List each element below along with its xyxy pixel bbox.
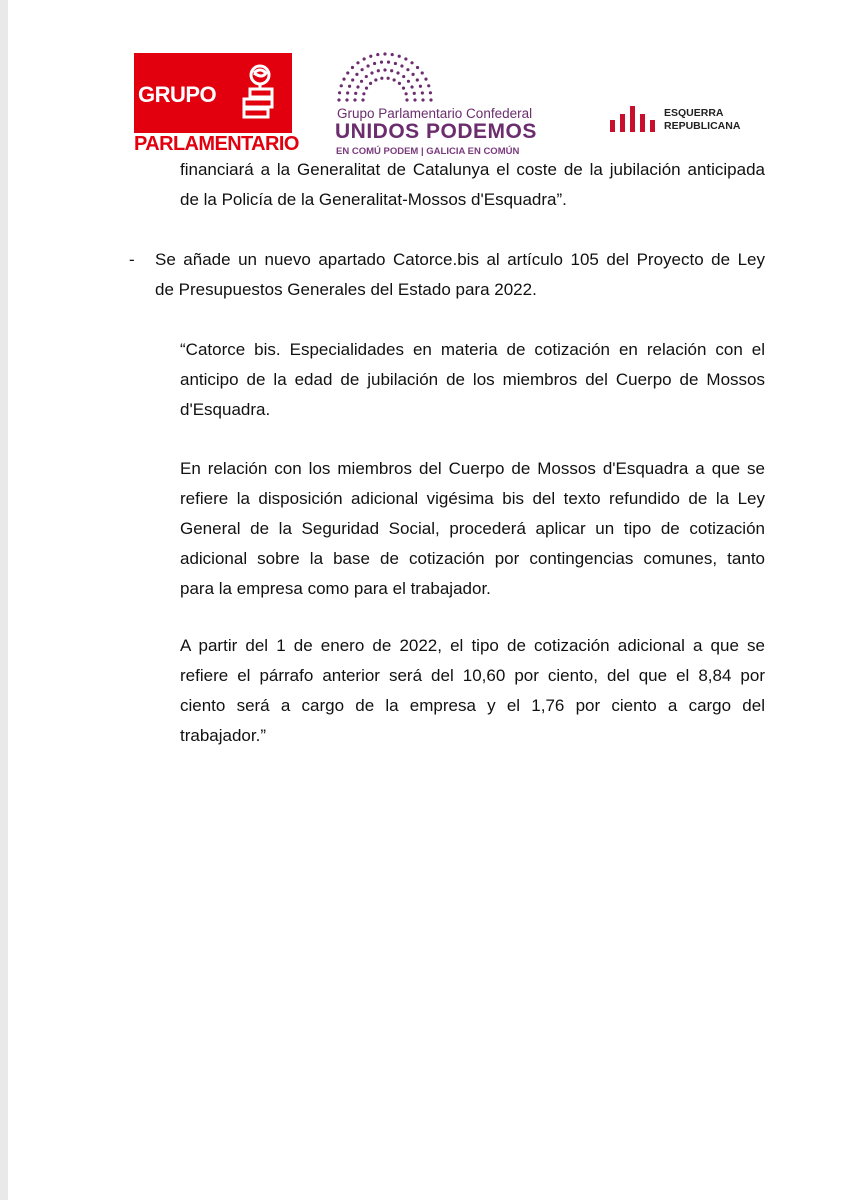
arc-dot [348, 85, 351, 88]
para1-line-2: anticipo de la edad de jubilación de los miembros del Cuerpo de Mossos [180, 370, 765, 389]
arc-dot [356, 85, 359, 88]
arc-dot [387, 77, 390, 80]
bullet-line-1: Se añade un nuevo apartado Catorce.bis al artículo 105 del Proyecto de Ley [155, 250, 765, 269]
arc-dot [383, 52, 386, 55]
para2-line-3: General de la Seguridad Social, procederá aplicar un tipo de cotización [180, 519, 765, 538]
arc-dot [416, 66, 419, 69]
arc-dot [421, 71, 424, 74]
erc-logo-line1: ESQUERRA [664, 107, 724, 119]
para3-line-3: ciento será a cargo de la empresa y el 1,76 por ciento a cargo del [180, 696, 765, 715]
document-page [8, 0, 857, 1200]
arc-dot [410, 61, 413, 64]
arc-dot [410, 85, 413, 88]
arc-dot [429, 91, 432, 94]
arc-dot [419, 85, 422, 88]
arc-dot [365, 87, 368, 90]
arc-dot [411, 73, 414, 76]
arc-dot [360, 80, 363, 83]
para1-line-1: “Catorce bis. Especialidades en materia de cotización en relación con el [180, 340, 765, 359]
arc-dot [424, 78, 427, 81]
arc-dot [369, 55, 372, 58]
erc-bars-icon [608, 106, 658, 132]
arc-dot [345, 98, 348, 101]
arc-dot [398, 55, 401, 58]
arc-dot [405, 98, 408, 101]
arc-dot [413, 98, 416, 101]
up-logo-line1: Grupo Parlamentario Confederal [337, 106, 533, 121]
psoe-logo-line1: GRUPO [138, 82, 217, 107]
dotted-arc-icon [335, 48, 435, 103]
para2-line-1: En relación con los miembros del Cuerpo de Mossos d'Esquadra a que se [180, 459, 765, 478]
arc-dot [421, 91, 424, 94]
psoe-group-logo [134, 53, 299, 157]
arc-dot [369, 82, 372, 85]
psoe-logo-line2: PARLAMENTARIO [134, 133, 299, 155]
arc-dot [361, 98, 364, 101]
arc-dot [366, 64, 369, 67]
arc-dot [354, 92, 357, 95]
arc-dot [353, 98, 356, 101]
arc-dot [346, 71, 349, 74]
psoe-logo-box [134, 53, 292, 133]
arc-dot [383, 68, 386, 71]
arc-dot [356, 61, 359, 64]
para3-line-4: trabajador.” [180, 726, 266, 745]
bullet-marker: - [129, 250, 135, 269]
arc-dot [376, 53, 379, 56]
arc-dot [346, 91, 349, 94]
arc-dot [404, 57, 407, 60]
arc-dot [390, 69, 393, 72]
unidos-podemos-logo [335, 48, 535, 158]
arc-dot [394, 62, 397, 65]
para3-line-1: A partir del 1 de enero de 2022, el tipo de cotización adicional a que se [180, 636, 765, 655]
arc-dot [400, 64, 403, 67]
para2-line-4: adicional sobre la base de cotización por contingencias comunes, tanto [180, 549, 765, 568]
arc-dot [337, 98, 340, 101]
arc-dot [407, 80, 410, 83]
arc-dot [416, 78, 419, 81]
arc-dot [413, 92, 416, 95]
arc-dot [402, 87, 405, 90]
arc-dot [406, 68, 409, 71]
arc-dot [391, 53, 394, 56]
continuation-line-2: de la Policía de la Generalitat-Mossos d'Esquadra”. [180, 190, 567, 209]
up-logo-line2: UNIDOS PODEMOS [335, 120, 537, 143]
arc-dot [374, 78, 377, 81]
arc-dot [377, 69, 380, 72]
arc-dot [373, 62, 376, 65]
arc-dot [340, 84, 343, 87]
erc-logo [608, 104, 748, 134]
arc-dot [342, 78, 345, 81]
arc-dot [405, 92, 408, 95]
para2-line-5: para la empresa como para el trabajador. [180, 579, 491, 598]
arc-dot [429, 98, 432, 101]
arc-dot [380, 61, 383, 64]
para2-line-2: refiere la disposición adicional vigésima bis del texto refundido de la Ley [180, 489, 765, 508]
arc-dot [387, 61, 390, 64]
up-logo-line3: EN COMÚ PODEM | GALICIA EN COMÚN [336, 146, 520, 157]
arc-dot [380, 77, 383, 80]
arc-dot [393, 78, 396, 81]
continuation-line-1: financiará a la Generalitat de Catalunya el coste de la jubilación anticipada [180, 160, 765, 179]
erc-logo-line2: REPUBLICANA [664, 120, 741, 132]
para3-line-2: refiere el párrafo anterior será del 10,60 por ciento, del que el 8,84 por [180, 666, 765, 685]
arc-dot [396, 71, 399, 74]
arc-dot [398, 82, 401, 85]
bullet-line-2: de Presupuestos Generales del Estado para 2022. [155, 280, 537, 299]
arc-dot [402, 75, 405, 78]
arc-dot [355, 73, 358, 76]
arc-dot [362, 92, 365, 95]
arc-dot [363, 57, 366, 60]
arc-dot [370, 71, 373, 74]
arc-dot [351, 66, 354, 69]
arc-dot [351, 78, 354, 81]
arc-dot [361, 68, 364, 71]
para1-line-3: d'Esquadra. [180, 400, 271, 419]
arc-dot [427, 84, 430, 87]
fist-rose-icon [230, 61, 286, 125]
arc-dot [365, 75, 368, 78]
arc-dot [338, 91, 341, 94]
arc-dot [421, 98, 424, 101]
